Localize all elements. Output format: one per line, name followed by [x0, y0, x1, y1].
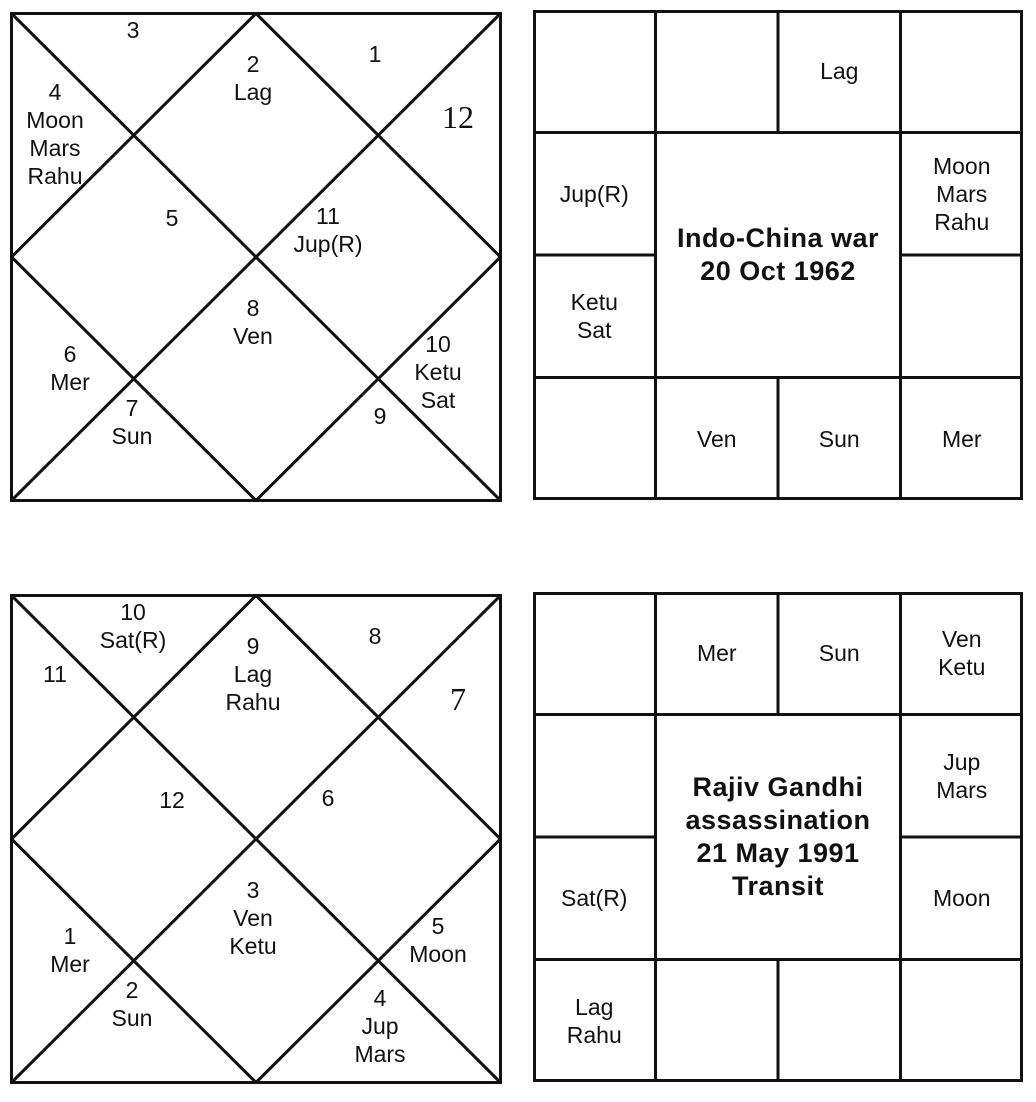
- planet-label: Ven: [233, 905, 273, 931]
- chart-title-line: assassination: [685, 805, 871, 835]
- house-number: 7: [125, 395, 139, 421]
- planet-label: Mer: [50, 951, 90, 977]
- planet-label: Sat(R): [99, 627, 167, 653]
- house-number: 2: [125, 977, 139, 1003]
- house-number: 12: [159, 787, 185, 813]
- house-9-label: [414, 330, 461, 414]
- sign-cell-r4c3: [778, 378, 901, 501]
- house-4-label: [159, 786, 185, 814]
- house-number: 3: [126, 17, 140, 43]
- sign-cell-r4c4: [901, 960, 1024, 1083]
- house-10-label: [322, 784, 335, 812]
- house-number: 4: [48, 79, 62, 105]
- house-7-label: [233, 294, 273, 350]
- planet-label: Mer: [696, 640, 737, 667]
- house-7-label: [229, 876, 276, 960]
- house-number: 10: [425, 331, 451, 357]
- sign-cell-r1c4: [901, 592, 1024, 715]
- sign-cell-r1c2: [656, 592, 779, 715]
- chart-title-line: Transit: [731, 871, 825, 901]
- house-number: 6: [321, 785, 335, 811]
- planet-label: Mer: [50, 369, 90, 395]
- planet-label: Rahu: [566, 1021, 622, 1048]
- planet-label: Lag: [233, 661, 273, 687]
- house-number: 3: [246, 877, 260, 903]
- planet-label: Lag: [820, 58, 859, 85]
- house-3-label: [43, 660, 67, 688]
- sign-cell-r1c4: [901, 10, 1024, 133]
- planet-label: Rahu: [27, 163, 83, 189]
- planet-label: Sun: [111, 1005, 153, 1031]
- planet-label: Rahu: [934, 208, 990, 235]
- south-indian-chart-1962: [533, 10, 1023, 500]
- planet-label: Rahu: [225, 689, 281, 715]
- planet-label: Ven: [233, 323, 273, 349]
- planet-label: Jup(R): [293, 231, 363, 257]
- sign-cell-r4c1: [533, 378, 656, 501]
- planet-label: Sun: [818, 640, 860, 667]
- house-number: 8: [368, 623, 382, 649]
- planet-label: Lag: [575, 993, 614, 1020]
- planet-label: Sat: [576, 317, 612, 344]
- sign-cell-r1c3: [778, 592, 901, 715]
- north-indian-chart-1962: [10, 12, 502, 502]
- planet-label: Sun: [111, 423, 153, 449]
- house-9-label: [409, 912, 467, 968]
- planet-label: Jup(R): [559, 180, 629, 207]
- sign-cell-r2c1: [533, 133, 656, 256]
- sign-cell-r2c4: [901, 715, 1024, 838]
- house-number: 1: [63, 923, 77, 949]
- planet-label: Moon: [932, 152, 991, 179]
- house-number: 8: [246, 295, 260, 321]
- planet-label: Lag: [233, 79, 273, 105]
- planet-label: Mer: [941, 425, 982, 452]
- planet-label: Mars: [354, 1041, 406, 1067]
- sign-cell-r4c2: [656, 378, 779, 501]
- sign-cell-r3c1: [533, 255, 656, 378]
- house-3-label: [26, 78, 84, 190]
- sign-cell-r4c3: [778, 960, 901, 1083]
- planet-label: Ketu: [414, 359, 462, 385]
- south-indian-chart-1991: [533, 592, 1023, 1082]
- chart-title: [656, 133, 901, 378]
- planet-label: Sat(R): [561, 885, 628, 912]
- house-5-label: [50, 340, 90, 396]
- planet-label: Ketu: [570, 289, 618, 316]
- planet-label: Moon: [409, 941, 467, 967]
- house-8-label: [354, 984, 405, 1068]
- chart-title-line: Indo-China war: [677, 223, 879, 253]
- house-2-label: [127, 16, 140, 44]
- house-6-label: [112, 976, 153, 1032]
- house-2-label: [100, 598, 166, 654]
- planet-label: Mars: [29, 135, 81, 161]
- planet-label: Mars: [936, 180, 988, 207]
- planet-label: Ketu: [938, 654, 986, 681]
- house-number: 11: [316, 203, 340, 229]
- sign-cell-r2c1: [533, 715, 656, 838]
- house-12-label: [369, 40, 382, 68]
- sign-cell-r2c4: [901, 133, 1024, 256]
- sign-cell-r3c4: [901, 837, 1024, 960]
- sign-cell-r3c1: [533, 837, 656, 960]
- house-number: 12: [442, 99, 474, 135]
- planet-label: Sat: [420, 387, 456, 413]
- sign-cell-r1c3: [778, 10, 901, 133]
- house-10-label: [293, 202, 362, 258]
- planet-label: Ven: [696, 425, 737, 452]
- planet-label: Ven: [941, 626, 982, 653]
- chart-title-line: Rajiv Gandhi: [692, 772, 864, 802]
- house-6-label: [112, 394, 153, 450]
- house-8-label: [374, 402, 387, 430]
- sign-cell-r4c4: [901, 378, 1024, 501]
- house-1-label: [234, 50, 272, 106]
- sign-cell-r1c1: [533, 592, 656, 715]
- house-number: 1: [368, 41, 382, 67]
- planet-label: Moon: [932, 885, 991, 912]
- house-number: 5: [431, 913, 445, 939]
- chart-title-line: 20 Oct 1962: [700, 256, 856, 286]
- house-number: 7: [450, 681, 466, 717]
- house-number: 2: [246, 51, 260, 77]
- house-number: 6: [63, 341, 77, 367]
- house-5-label: [50, 922, 90, 978]
- planet-label: Jup: [361, 1013, 399, 1039]
- planet-label: Jup: [943, 748, 981, 775]
- planet-label: Mars: [936, 776, 988, 803]
- planet-label: Ketu: [229, 933, 277, 959]
- sign-cell-r1c1: [533, 10, 656, 133]
- chart-title: [656, 715, 901, 960]
- house-number: 11: [43, 661, 67, 687]
- house-number: 10: [120, 599, 146, 625]
- planet-label: Sun: [818, 425, 860, 452]
- sign-cell-r1c2: [656, 10, 779, 133]
- house-4-label: [166, 204, 179, 232]
- house-number: 4: [373, 985, 387, 1011]
- sign-cell-r3c4: [901, 255, 1024, 378]
- house-11-label: [450, 682, 466, 716]
- sign-cell-r4c1: [533, 960, 656, 1083]
- sign-cell-r4c2: [656, 960, 779, 1083]
- chart-title-line: 21 May 1991: [696, 838, 860, 868]
- house-1-label: [226, 632, 281, 716]
- house-number: 5: [165, 205, 179, 231]
- house-number: 9: [246, 633, 260, 659]
- house-number: 9: [373, 403, 387, 429]
- house-11-label: [442, 100, 474, 134]
- planet-label: Moon: [26, 107, 84, 133]
- house-12-label: [369, 622, 382, 650]
- north-indian-chart-1991: [10, 594, 502, 1084]
